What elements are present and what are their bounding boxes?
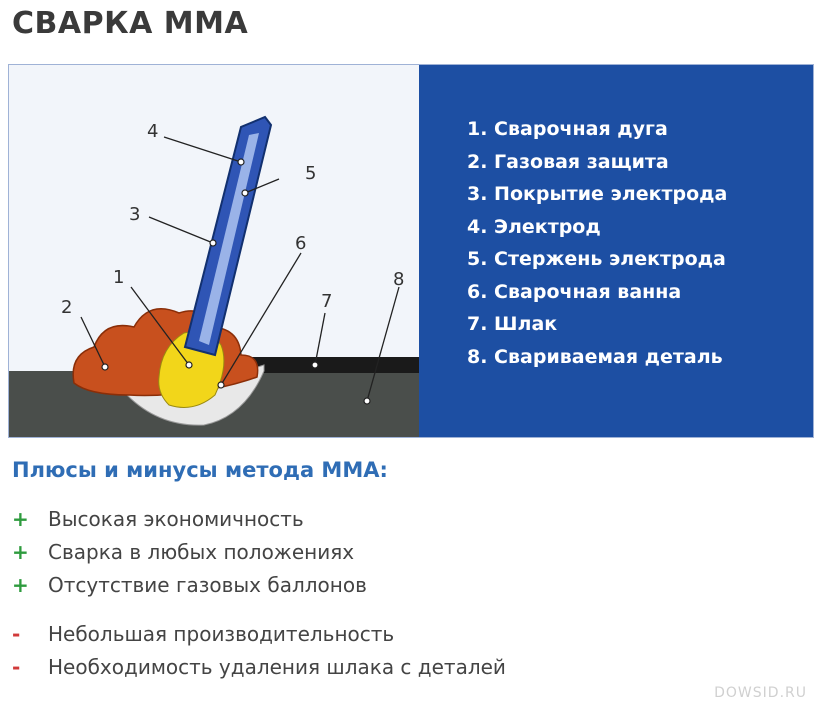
callout-3: 3 [129,204,141,225]
plus-icon: + [12,540,29,564]
legend-item: 6. Сварочная ванна [467,280,682,303]
electrode-rod-shape [199,133,259,345]
legend-item: 5. Стержень электрода [467,248,726,270]
pro-item [12,569,367,602]
legend-item: 8. Свариваемая деталь [467,345,723,368]
callout-4: 4 [147,121,159,142]
watermark: DOWSID.RU [714,685,807,701]
callout-6: 6 [295,233,307,254]
callout-5: 5 [305,163,317,184]
con-text: Необходимость удаления шлака с деталей [48,655,506,679]
page-title: СВАРКА ММА [12,6,249,41]
diagram-box [8,64,814,438]
pro-text: Высокая экономичность [48,507,304,531]
legend-item: 4. Электрод [467,215,601,238]
pros-list [12,503,367,602]
con-item [12,651,506,684]
callout-2: 2 [61,297,73,318]
legend-item: 2. Газовая защита [467,150,669,173]
minus-icon: - [12,622,21,646]
callout-7: 7 [321,291,333,312]
legend-panel [419,65,813,437]
welding-illustration [9,65,419,437]
con-item [12,618,506,651]
pros-cons-heading: Плюсы и минусы метода ММА: [12,458,388,482]
pro-item [12,503,367,536]
minus-icon: - [12,655,21,679]
callout-1: 1 [113,267,125,288]
pro-text: Сварка в любых положениях [48,540,355,564]
welding-diagram [9,65,419,437]
legend-item: 1. Сварочная дуга [467,118,668,140]
cons-list [12,618,506,684]
callout-8: 8 [393,269,405,290]
con-text: Небольшая производительность [48,622,395,646]
pro-item [12,536,367,569]
legend-list [467,113,727,373]
legend-item: 7. Шлак [467,313,558,335]
plus-icon: + [12,507,29,531]
pro-text: Отсутствие газовых баллонов [48,573,367,597]
plus-icon: + [12,573,29,597]
legend-item: 3. Покрытие электрода [467,183,728,205]
